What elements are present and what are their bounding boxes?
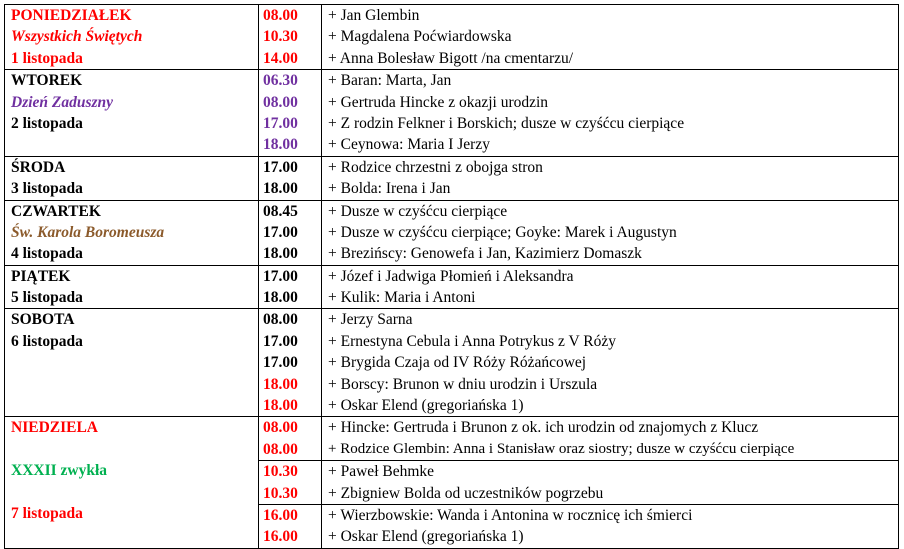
intentions-cell (322, 156, 899, 200)
mass-time: 18.00 (263, 245, 298, 263)
day-name: WTOREK (11, 72, 83, 90)
mass-time: 18.00 (263, 136, 298, 154)
mass-intention: + Magdalena Poćwiardowska (328, 28, 512, 46)
mass-intention: + Rodzice chrzestni z obojga stron (328, 158, 543, 176)
intentions-cell (322, 309, 899, 417)
mass-time: 18.00 (263, 397, 298, 415)
mass-time: 08.45 (263, 202, 298, 220)
day-date: 4 listopada (11, 245, 83, 263)
day-row (5, 70, 899, 157)
day-row (5, 5, 899, 70)
schedule-table (4, 4, 899, 549)
intentions-cell (322, 461, 899, 505)
mass-intention: + Dusze w czyśćcu cierpiące; Goyke: Marek i Augustyn (328, 223, 677, 241)
mass-intention: + Baran: Marta, Jan (328, 72, 452, 90)
mass-time: 16.00 (263, 528, 298, 546)
mass-intention: + Wierzbowskie: Wanda i Antonina w rocznicę ich śmierci (328, 506, 693, 524)
day-date: 5 listopada (11, 289, 83, 307)
intentions-cell (322, 70, 899, 157)
day-cell (5, 156, 259, 200)
day-name: SOBOTA (11, 311, 75, 329)
mass-intention: + Hincke: Gertruda i Brunon z ok. ich urodzin od znajomych z Klucz (328, 419, 759, 437)
day-date: 6 listopada (11, 332, 83, 350)
mass-intention: + Zbigniew Bolda od uczestników pogrzebu (328, 484, 604, 502)
day-row (5, 200, 899, 265)
spacer (11, 439, 252, 460)
intentions-cell (322, 417, 899, 461)
mass-intention: + Brygida Czaja od IV Róży Różańcowej (328, 354, 587, 372)
mass-times-cell (259, 70, 322, 157)
mass-intention: + Jan Glembin (328, 7, 420, 24)
mass-time: 10.30 (263, 484, 298, 502)
mass-intention: + Brezińscy: Genowefa i Jan, Kazimierz Domaszk (328, 245, 642, 263)
mass-intention: + Kulik: Maria i Antoni (328, 289, 476, 307)
day-cell (5, 70, 259, 157)
mass-time: 18.00 (263, 375, 298, 393)
mass-intention: + Borscy: Brunon w dniu urodzin i Urszula (328, 375, 598, 393)
day-date: 2 listopada (11, 114, 83, 132)
mass-intention: + Oskar Elend (gregoriańska 1) (328, 528, 524, 546)
mass-intention: + Oskar Elend (gregoriańska 1) (328, 397, 524, 415)
day-name: PIĄTEK (11, 267, 71, 285)
mass-time: 17.00 (263, 267, 298, 285)
mass-time: 17.00 (263, 114, 298, 132)
mass-times-cell (259, 461, 322, 505)
feast-name: XXXII zwykła (11, 462, 108, 480)
mass-times-cell (259, 5, 322, 70)
mass-time: 16.00 (263, 506, 298, 524)
mass-intention: + Józef i Jadwiga Płomień i Aleksandra (328, 267, 574, 285)
day-name: PONIEDZIAŁEK (11, 7, 132, 24)
day-row (5, 156, 899, 200)
day-cell (5, 265, 259, 309)
mass-intention: + Anna Bolesław Bigott /na cmentarzu/ (328, 49, 574, 67)
mass-intention: + Z rodzin Felkner i Borskich; dusze w czyśćcu cierpiące (328, 114, 685, 132)
mass-times-cell (259, 156, 322, 200)
feast-name: Wszystkich Świętych (11, 28, 143, 46)
mass-time: 14.00 (263, 49, 298, 67)
day-cell (5, 417, 259, 548)
mass-intention: + Ceynowa: Maria I Jerzy (328, 136, 490, 154)
day-row (5, 265, 899, 309)
mass-time: 08.00 (263, 7, 298, 24)
mass-times-cell (259, 504, 322, 548)
mass-intention: + Paweł Behmke (328, 463, 435, 481)
mass-times-cell (259, 309, 322, 417)
day-row (5, 309, 899, 417)
mass-time: 08.00 (263, 311, 298, 329)
intentions-cell (322, 200, 899, 265)
mass-time: 18.00 (263, 180, 298, 198)
mass-intention: + Jerzy Sarna (328, 311, 413, 329)
mass-time: 08.00 (263, 440, 298, 458)
mass-intention: + Ernestyna Cebula i Anna Potrykus z V Róży (328, 332, 616, 350)
mass-intention: + Bolda: Irena i Jan (328, 180, 451, 198)
mass-time: 06.30 (263, 72, 298, 90)
day-name: NIEDZIELA (11, 419, 98, 437)
mass-time: 18.00 (263, 289, 298, 307)
feast-name: Św. Karola Boromeusza (11, 223, 165, 241)
mass-intention: + Gertruda Hincke z okazji urodzin (328, 93, 549, 111)
intentions-cell (322, 5, 899, 70)
day-cell (5, 200, 259, 265)
spacer (11, 482, 252, 503)
feast-name: Dzień Zaduszny (11, 93, 114, 111)
mass-time: 17.00 (263, 332, 298, 350)
mass-intention: + Dusze w czyśćcu cierpiące (328, 202, 508, 220)
day-name: ŚRODA (11, 158, 66, 176)
mass-time: 17.00 (263, 354, 298, 372)
mass-times-cell (259, 200, 322, 265)
mass-time: 10.30 (263, 463, 298, 481)
mass-time: 17.00 (263, 223, 298, 241)
mass-time: 08.00 (263, 93, 298, 111)
day-date: 1 listopada (11, 49, 83, 67)
mass-time: 17.00 (263, 158, 298, 176)
mass-times-cell (259, 417, 322, 461)
intentions-cell (322, 504, 899, 548)
day-cell (5, 5, 259, 70)
mass-intention: + Rodzice Glembin: Anna i Stanisław oraz siostry; dusze w czyśćcu cierpiące (328, 440, 795, 457)
mass-time: 10.30 (263, 28, 298, 46)
mass-times-cell (259, 265, 322, 309)
day-name: CZWARTEK (11, 202, 101, 220)
mass-time: 08.00 (263, 419, 298, 437)
day-date: 7 listopada (11, 504, 83, 522)
day-row (5, 417, 899, 461)
schedule-body (5, 5, 899, 549)
day-date: 3 listopada (11, 180, 83, 198)
intentions-cell (322, 265, 899, 309)
day-cell (5, 309, 259, 417)
